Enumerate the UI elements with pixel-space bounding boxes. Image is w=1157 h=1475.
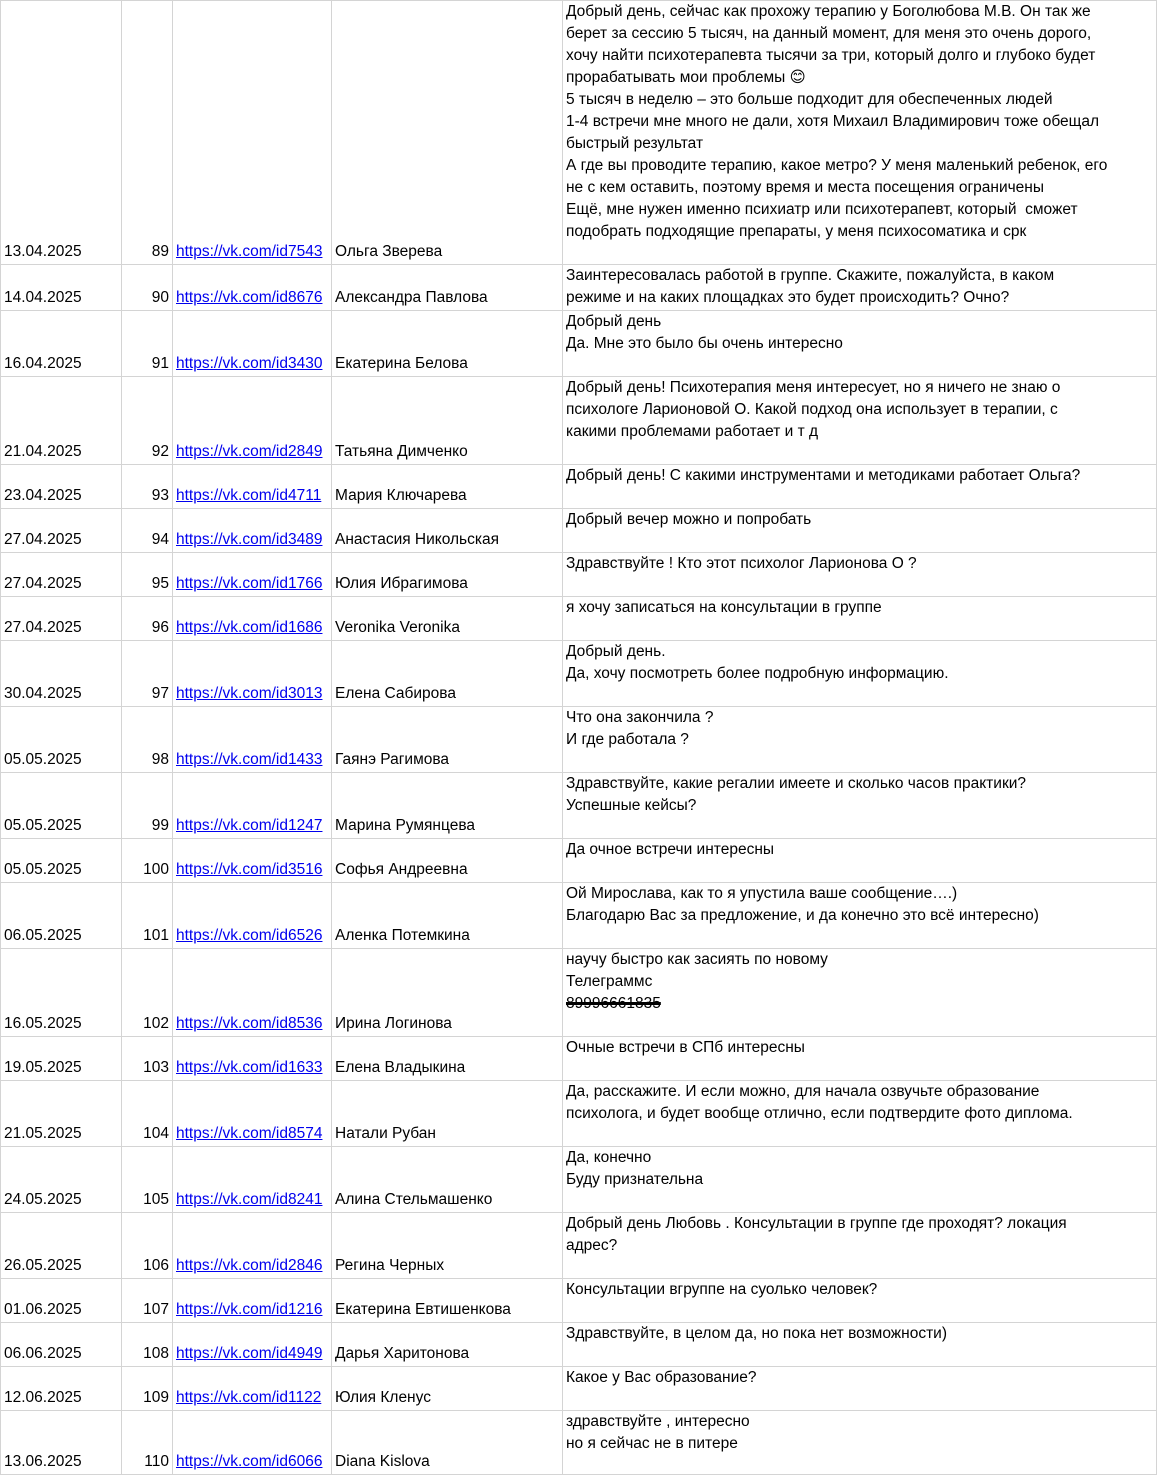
name-cell: Марина Румянцева bbox=[332, 773, 563, 839]
message-text: Консультации вгруппе на суолько человек? bbox=[566, 1281, 878, 1298]
profile-link[interactable]: https://vk.com/id3430 bbox=[176, 355, 323, 372]
profile-link[interactable]: https://vk.com/id8536 bbox=[176, 1015, 323, 1032]
table-row bbox=[1, 1081, 1157, 1147]
number-cell: 102 bbox=[122, 949, 173, 1037]
profile-link[interactable]: https://vk.com/id1122 bbox=[176, 1389, 322, 1406]
message-cell bbox=[563, 1279, 1157, 1323]
link-cell bbox=[173, 839, 332, 883]
message-cell bbox=[563, 1411, 1157, 1475]
message-text: Здравствуйте ! Кто этот психолог Ларионова О ? bbox=[566, 555, 917, 572]
profile-link[interactable]: https://vk.com/id4711 bbox=[176, 487, 322, 504]
profile-link[interactable]: https://vk.com/id3516 bbox=[176, 861, 323, 878]
message-cell bbox=[563, 1213, 1157, 1279]
number-cell: 106 bbox=[122, 1213, 173, 1279]
message-text: Здравствуйте, какие регалии имеете и сколько часов практики? Успешные кейсы? bbox=[566, 775, 1026, 814]
message-cell bbox=[563, 1147, 1157, 1213]
message-cell bbox=[563, 949, 1157, 1037]
date-cell: 13.06.2025 bbox=[1, 1411, 122, 1475]
link-cell bbox=[173, 377, 332, 465]
number-cell: 93 bbox=[122, 465, 173, 509]
number-cell: 94 bbox=[122, 509, 173, 553]
message-cell bbox=[563, 1, 1157, 265]
number-cell: 100 bbox=[122, 839, 173, 883]
number-cell: 99 bbox=[122, 773, 173, 839]
date-cell: 06.06.2025 bbox=[1, 1323, 122, 1367]
message-text: Добрый день! Психотерапия меня интересует, но я ничего не знаю о психологе Ларионовой О. Какой подход она использует в терапии, с какими проблемами работает и т д bbox=[566, 379, 1061, 440]
table-row bbox=[1, 1411, 1157, 1475]
date-cell: 05.05.2025 bbox=[1, 773, 122, 839]
message-text: я хочу записаться на консультации в группе bbox=[566, 599, 882, 616]
date-cell: 19.05.2025 bbox=[1, 1037, 122, 1081]
table-row bbox=[1, 1323, 1157, 1367]
message-text: Какое у Вас образование? bbox=[566, 1369, 757, 1386]
table-row bbox=[1, 949, 1157, 1037]
message-cell bbox=[563, 1081, 1157, 1147]
name-cell: Александра Павлова bbox=[332, 265, 563, 311]
message-text: Здравствуйте, в целом да, но пока нет возможности) bbox=[566, 1325, 947, 1342]
profile-link[interactable]: https://vk.com/id8574 bbox=[176, 1125, 323, 1142]
table-row bbox=[1, 1, 1157, 265]
table-row bbox=[1, 641, 1157, 707]
name-cell: Diana Kislova bbox=[332, 1411, 563, 1475]
name-cell: Алина Стельмашенко bbox=[332, 1147, 563, 1213]
profile-link[interactable]: https://vk.com/id1633 bbox=[176, 1059, 323, 1076]
number-cell: 92 bbox=[122, 377, 173, 465]
table-row bbox=[1, 465, 1157, 509]
message-cell bbox=[563, 839, 1157, 883]
message-cell bbox=[563, 641, 1157, 707]
name-cell: Татьяна Димченко bbox=[332, 377, 563, 465]
message-cell bbox=[563, 311, 1157, 377]
table-row bbox=[1, 597, 1157, 641]
number-cell: 109 bbox=[122, 1367, 173, 1411]
profile-link[interactable]: https://vk.com/id3013 bbox=[176, 685, 323, 702]
message-text: Очные встречи в СПб интересны bbox=[566, 1039, 805, 1056]
table-row bbox=[1, 773, 1157, 839]
message-cell bbox=[563, 465, 1157, 509]
date-cell: 14.04.2025 bbox=[1, 265, 122, 311]
table-row bbox=[1, 1367, 1157, 1411]
table-row bbox=[1, 1279, 1157, 1323]
link-cell bbox=[173, 1279, 332, 1323]
date-cell: 27.04.2025 bbox=[1, 597, 122, 641]
profile-link[interactable]: https://vk.com/id1433 bbox=[176, 751, 323, 768]
message-cell bbox=[563, 1367, 1157, 1411]
profile-link[interactable]: https://vk.com/id4949 bbox=[176, 1345, 323, 1362]
date-cell: 06.05.2025 bbox=[1, 883, 122, 949]
table-row bbox=[1, 1147, 1157, 1213]
profile-link[interactable]: https://vk.com/id7543 bbox=[176, 243, 323, 260]
number-cell: 95 bbox=[122, 553, 173, 597]
number-cell: 101 bbox=[122, 883, 173, 949]
profile-link[interactable]: https://vk.com/id2849 bbox=[176, 443, 323, 460]
message-cell bbox=[563, 265, 1157, 311]
name-cell: Гаянэ Рагимова bbox=[332, 707, 563, 773]
date-cell: 24.05.2025 bbox=[1, 1147, 122, 1213]
number-cell: 104 bbox=[122, 1081, 173, 1147]
date-cell: 27.04.2025 bbox=[1, 553, 122, 597]
name-cell: Дарья Харитонова bbox=[332, 1323, 563, 1367]
message-cell bbox=[563, 707, 1157, 773]
number-cell: 98 bbox=[122, 707, 173, 773]
name-cell: Елена Владыкина bbox=[332, 1037, 563, 1081]
profile-link[interactable]: https://vk.com/id6526 bbox=[176, 927, 323, 944]
message-text: Да очное встречи интересны bbox=[566, 841, 775, 858]
profile-link[interactable]: https://vk.com/id8241 bbox=[176, 1191, 323, 1208]
table-row bbox=[1, 839, 1157, 883]
name-cell: Ирина Логинова bbox=[332, 949, 563, 1037]
name-cell: Натали Рубан bbox=[332, 1081, 563, 1147]
name-cell: Софья Андреевна bbox=[332, 839, 563, 883]
link-cell bbox=[173, 465, 332, 509]
profile-link[interactable]: https://vk.com/id8676 bbox=[176, 289, 323, 306]
number-cell: 105 bbox=[122, 1147, 173, 1213]
number-cell: 103 bbox=[122, 1037, 173, 1081]
profile-link[interactable]: https://vk.com/id2846 bbox=[176, 1257, 323, 1274]
message-text: Добрый день Любовь . Консультации в группе где проходят? локация адрес? bbox=[566, 1215, 1067, 1254]
link-cell bbox=[173, 311, 332, 377]
name-cell: Мария Ключарева bbox=[332, 465, 563, 509]
link-cell bbox=[173, 265, 332, 311]
number-cell: 108 bbox=[122, 1323, 173, 1367]
table-row bbox=[1, 265, 1157, 311]
link-cell bbox=[173, 1037, 332, 1081]
table-row bbox=[1, 377, 1157, 465]
link-cell bbox=[173, 553, 332, 597]
number-cell: 107 bbox=[122, 1279, 173, 1323]
message-text: Что она закончила ? И где работала ? bbox=[566, 709, 714, 748]
message-cell bbox=[563, 509, 1157, 553]
number-cell: 97 bbox=[122, 641, 173, 707]
message-text: научу быстро как засиять по новому Телеграммс bbox=[566, 951, 828, 990]
date-cell: 05.05.2025 bbox=[1, 839, 122, 883]
name-cell: Анастасия Никольская bbox=[332, 509, 563, 553]
name-cell: Елена Сабирова bbox=[332, 641, 563, 707]
date-cell: 27.04.2025 bbox=[1, 509, 122, 553]
name-cell: Регина Черных bbox=[332, 1213, 563, 1279]
link-cell bbox=[173, 949, 332, 1037]
date-cell: 23.04.2025 bbox=[1, 465, 122, 509]
link-cell bbox=[173, 1147, 332, 1213]
profile-link[interactable]: https://vk.com/id1216 bbox=[176, 1301, 323, 1318]
message-text: Добрый день! С какими инструментами и методиками работает Ольга? bbox=[566, 467, 1081, 484]
profile-link[interactable]: https://vk.com/id3489 bbox=[176, 531, 323, 548]
date-cell: 21.04.2025 bbox=[1, 377, 122, 465]
date-cell: 05.05.2025 bbox=[1, 707, 122, 773]
name-cell: Юлия Ибрагимова bbox=[332, 553, 563, 597]
message-text: Да, расскажите. И если можно, для начала озвучьте образование психолога, и будет вообще отлично, если подтвердите фото диплома. bbox=[566, 1083, 1073, 1122]
message-text: Добрый день Да. Мне это было бы очень интересно bbox=[566, 313, 843, 352]
table-row bbox=[1, 707, 1157, 773]
link-cell bbox=[173, 883, 332, 949]
redacted-phone: 89996661835 bbox=[566, 995, 661, 1012]
number-cell: 96 bbox=[122, 597, 173, 641]
date-cell: 01.06.2025 bbox=[1, 1279, 122, 1323]
date-cell: 13.04.2025 bbox=[1, 1, 122, 265]
link-cell bbox=[173, 641, 332, 707]
name-cell: Екатерина Белова bbox=[332, 311, 563, 377]
message-text: Добрый день, сейчас как прохожу терапию у Боголюбова М.В. Он так же берет за сессию 5 тысяч, на данный момент, для меня это очень дорого, хочу найти психотерапевта тысячи за три, который долго и глубоко будет прорабатывать мои проблемы 😊 5 тысяч в неделю – это больше подходит для обеспеченных людей 1-4 встречи мне много не дали, хотя Михаил Владимирович тоже обещал быстрый результат А где вы проводите терапию, какое метро? У меня маленький ребенок, его не с кем оставить, поэтому время и места посещения ограничены Ещё, мне нужен именно психиатр или психотерапевт, который сможет подобрать подходящие препараты, у меня психосоматика и срк bbox=[566, 3, 1108, 240]
link-cell bbox=[173, 1081, 332, 1147]
name-cell: Ольга Зверева bbox=[332, 1, 563, 265]
message-text: Ой Мирослава, как то я упустила ваше сообщение….) Благодарю Вас за предложение, и да конечно это всё интересно) bbox=[566, 885, 1039, 924]
message-cell bbox=[563, 597, 1157, 641]
message-text: Добрый вечер можно и попробать bbox=[566, 511, 812, 528]
table-row bbox=[1, 509, 1157, 553]
link-cell bbox=[173, 1213, 332, 1279]
table-row bbox=[1, 1213, 1157, 1279]
link-cell bbox=[173, 773, 332, 839]
name-cell: Аленка Потемкина bbox=[332, 883, 563, 949]
number-cell: 110 bbox=[122, 1411, 173, 1475]
number-cell: 90 bbox=[122, 265, 173, 311]
message-text: Добрый день. Да, хочу посмотреть более подробную информацию. bbox=[566, 643, 949, 682]
link-cell bbox=[173, 1, 332, 265]
table-row bbox=[1, 1037, 1157, 1081]
profile-link[interactable]: https://vk.com/id6066 bbox=[176, 1453, 323, 1470]
profile-link[interactable]: https://vk.com/id1766 bbox=[176, 575, 323, 592]
table-row bbox=[1, 883, 1157, 949]
link-cell bbox=[173, 597, 332, 641]
date-cell: 30.04.2025 bbox=[1, 641, 122, 707]
link-cell bbox=[173, 1367, 332, 1411]
message-text: здравствуйте , интересно но я сейчас не в питере bbox=[566, 1413, 750, 1452]
number-cell: 91 bbox=[122, 311, 173, 377]
name-cell: Екатерина Евтишенкова bbox=[332, 1279, 563, 1323]
name-cell: Юлия Кленус bbox=[332, 1367, 563, 1411]
profile-link[interactable]: https://vk.com/id1247 bbox=[176, 817, 323, 834]
message-cell bbox=[563, 883, 1157, 949]
date-cell: 26.05.2025 bbox=[1, 1213, 122, 1279]
link-cell bbox=[173, 707, 332, 773]
profile-link[interactable]: https://vk.com/id1686 bbox=[176, 619, 323, 636]
number-cell: 89 bbox=[122, 1, 173, 265]
date-cell: 16.04.2025 bbox=[1, 311, 122, 377]
message-text: Да, конечно Буду признательна bbox=[566, 1149, 704, 1188]
message-cell bbox=[563, 553, 1157, 597]
message-cell bbox=[563, 1323, 1157, 1367]
link-cell bbox=[173, 1323, 332, 1367]
date-cell: 16.05.2025 bbox=[1, 949, 122, 1037]
message-cell bbox=[563, 377, 1157, 465]
message-text: Заинтересовалась работой в группе. Скажите, пожалуйста, в каком режиме и на каких площадках это будет происходить? Очно? bbox=[566, 267, 1055, 306]
link-cell bbox=[173, 509, 332, 553]
table-row bbox=[1, 311, 1157, 377]
date-cell: 12.06.2025 bbox=[1, 1367, 122, 1411]
message-cell bbox=[563, 1037, 1157, 1081]
name-cell: Veronika Veronika bbox=[332, 597, 563, 641]
link-cell bbox=[173, 1411, 332, 1475]
message-cell bbox=[563, 773, 1157, 839]
table-body bbox=[1, 1, 1157, 1475]
table-row bbox=[1, 553, 1157, 597]
date-cell: 21.05.2025 bbox=[1, 1081, 122, 1147]
